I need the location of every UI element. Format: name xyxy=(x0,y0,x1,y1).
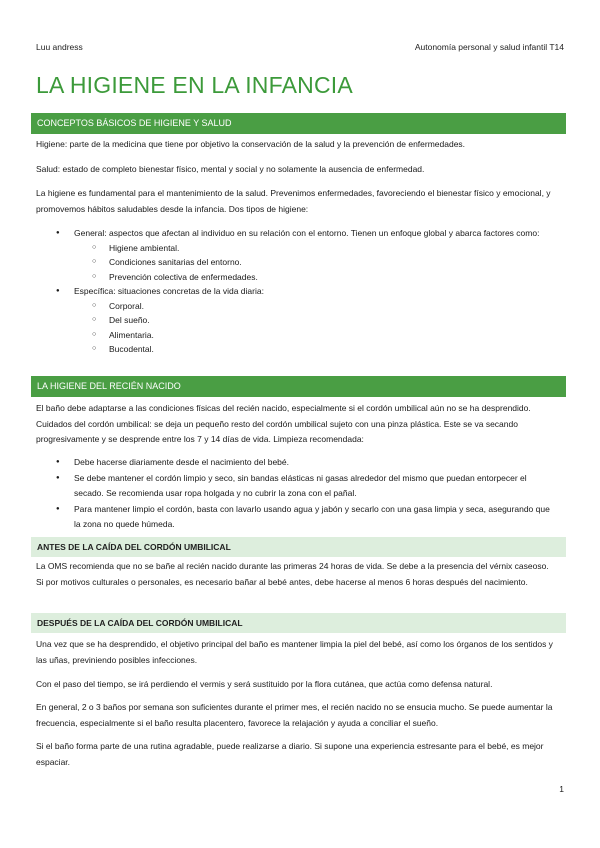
subsection-heading-despues-caida: DESPUÉS DE LA CAÍDA DEL CORDÓN UMBILICAL xyxy=(31,613,566,633)
paragraph-rutina: Si el baño forma parte de una rutina agradable, puede realizarse a diario. Si supone una experiencia estresante para el bebé, es mejor espaciar. xyxy=(36,741,544,767)
paragraph-objetivo-bano: Una vez que se ha desprendido, el objetivo principal del baño es mantener limpia la piel del bebé, así como los órganos de los sentidos y las uñas, previniendo posibles infecciones. xyxy=(36,639,553,665)
page-number: 1 xyxy=(559,784,564,794)
sublist-item: ○ Alimentaria. xyxy=(74,328,556,343)
sublist-item: ○ Condiciones sanitarias del entorno. xyxy=(74,255,556,270)
sublist-item: ○ Higiene ambiental. xyxy=(74,241,556,256)
section-heading-recien-nacido: LA HIGIENE DEL RECIÉN NACIDO xyxy=(31,376,566,397)
paragraph-vermis: Con el paso del tiempo, se irá perdiendo el vermis y será sustituido por la flora cutánea, que actúa como defensa natural. xyxy=(36,679,493,689)
sublist-item: ○ Prevención colectiva de enfermedades. xyxy=(74,270,556,285)
sublist-item: ○ Corporal. xyxy=(74,299,556,314)
paragraph-frecuencia-banos: En general, 2 o 3 baños por semana son suficientes durante el primer mes, el recién nacido no se ensucia mucho. Se puede aumentar la frecuencia, especialmente si el baño resulta placentero, favorece la relajación y ayuda a conciliar el sueño. xyxy=(36,702,553,728)
section-heading-conceptos: CONCEPTOS BÁSICOS DE HIGIENE Y SALUD xyxy=(31,113,566,134)
list-item: ● Para mantener limpio el cordón, basta con lavarlo usando agua y jabón y secarlo con una gasa limpia y seca, asegurando que la zona no quede húmeda. xyxy=(36,502,556,533)
sublist-item: ○ Bucodental. xyxy=(74,342,556,357)
page-title: LA HIGIENE EN LA INFANCIA xyxy=(36,72,353,98)
header-course: Autonomía personal y salud infantil T14 xyxy=(414,42,564,52)
hygiene-types-list xyxy=(36,226,556,357)
header-author: Luu andress xyxy=(36,42,83,52)
list-item-general xyxy=(36,226,556,284)
subsection-heading-antes-caida: ANTES DE LA CAÍDA DEL CORDÓN UMBILICAL xyxy=(31,537,566,557)
cord-care-list xyxy=(36,455,556,533)
paragraph-higiene-fundamental: La higiene es fundamental para el mantenimiento de la salud. Prevenimos enfermedades, favoreciendo el bienestar físico y emocional, y promovemos hábitos saludables desde la infancia. Dos tipos de higiene: xyxy=(36,188,551,214)
sublist-item: ○ Del sueño. xyxy=(74,313,556,328)
general-sublist xyxy=(74,241,556,285)
especifica-text: Específica: situaciones concretas de la vida diaria: xyxy=(74,286,264,296)
especifica-sublist xyxy=(74,299,556,357)
general-text: General: aspectos que afectan al individuo en su relación con el entorno. Tienen un enfoque global y abarca factores como: xyxy=(74,228,540,238)
list-item: ● Debe hacerse diariamente desde el nacimiento del bebé. xyxy=(36,455,556,471)
list-item-especifica xyxy=(36,284,556,357)
paragraph-bano-adaptacion: El baño debe adaptarse a las condiciones físicas del recién nacido, especialmente si el cordón umbilical aún no se ha desprendido. Cuidados del cordón umbilical: se deja un pequeño resto del cordón umbilical sujeto con una pinza plástica. Este se va secando progresivamente y se desprende entre los 7 y 14 días de vida. Limpieza recomendada: xyxy=(36,403,531,444)
paragraph-oms-recomendacion: La OMS recomienda que no se bañe al recién nacido durante las primeras 24 horas de vida. Se debe a la presencia del vérnix caseoso. Si por motivos culturales o personales, es necesario bañar al bebé antes, debe hacerse al menos 6 horas después del nacimiento. xyxy=(36,561,549,587)
paragraph-salud-definition: Salud: estado de completo bienestar físico, mental y social y no solamente la ausencia de enfermedad. xyxy=(36,164,425,174)
paragraph-higiene-definition: Higiene: parte de la medicina que tiene por objetivo la conservación de la salud y la prevención de enfermedades. xyxy=(36,139,466,149)
list-item: ● Se debe mantener el cordón limpio y seco, sin bandas elásticas ni gasas alrededor del mismo que puedan entorpecer el secado. Se recomienda usar ropa holgada y no cubrir la zona con el pañal. xyxy=(36,471,556,502)
